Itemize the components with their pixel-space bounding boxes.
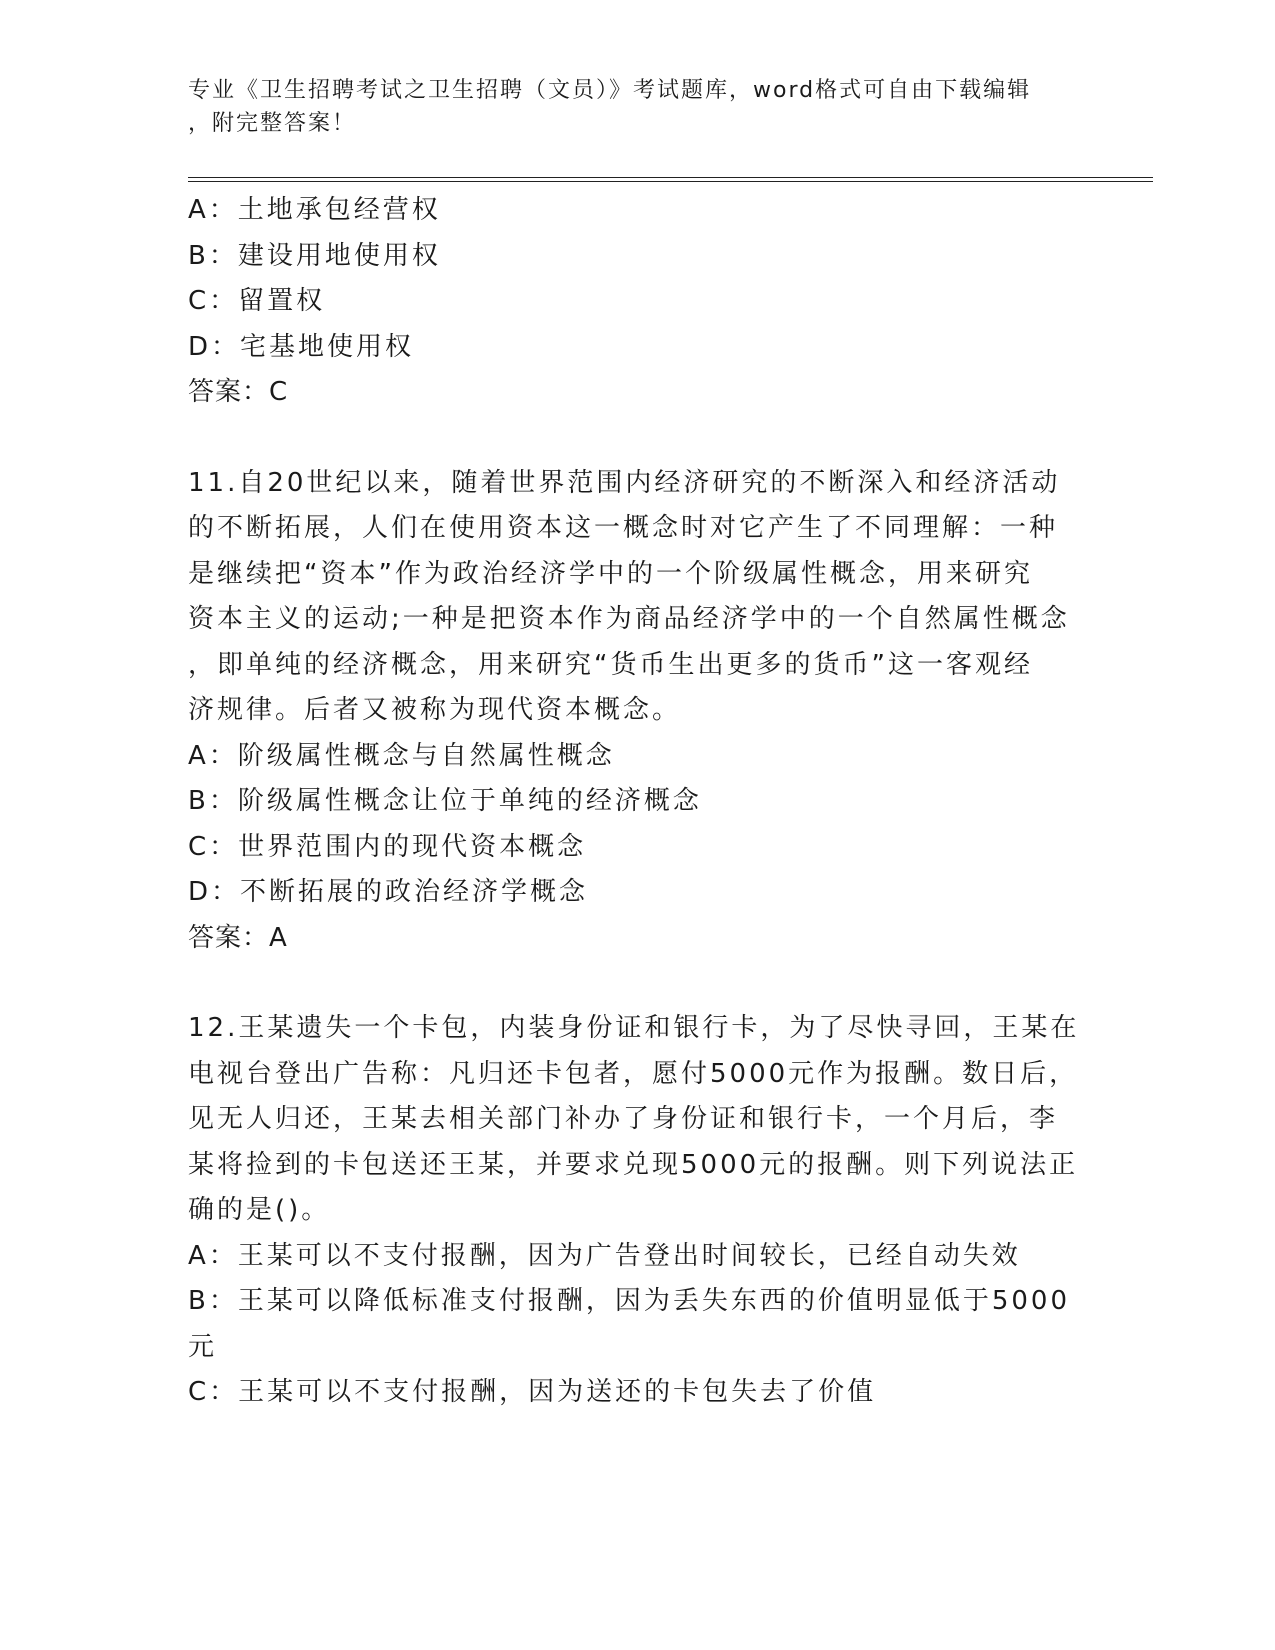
answer: 答案：A bbox=[188, 922, 288, 953]
question-text-line: ，即单纯的经济概念，用来研究“货币生出更多的货币”这一客观经 bbox=[188, 649, 1033, 680]
option-d: D：不断拓展的政治经济学概念 bbox=[188, 877, 589, 907]
spacer bbox=[188, 416, 1068, 461]
question-11 bbox=[188, 461, 1068, 962]
option-a: A：土地承包经营权 bbox=[188, 195, 441, 225]
question-10 bbox=[188, 188, 1068, 416]
question-text-line: 济规律。后者又被称为现代资本概念。 bbox=[188, 695, 682, 725]
option-b-continued: 元 bbox=[188, 1331, 218, 1362]
question-content bbox=[188, 188, 1080, 1416]
option-c: C：王某可以不支付报酬，因为送还的卡包失去了价值 bbox=[188, 1377, 877, 1407]
option-c: C：世界范围内的现代资本概念 bbox=[188, 831, 587, 862]
question-text-line: 某将捡到的卡包送还王某，并要求兑现5000元的报酬。则下列说法正 bbox=[188, 1149, 1079, 1180]
question-text-line: 见无人归还，王某去相关部门补办了身份证和银行卡，一个月后，李 bbox=[188, 1104, 1059, 1134]
document-header bbox=[188, 74, 1068, 140]
question-text-line: 是继续把“资本”作为政治经济学中的一个阶级属性概念，用来研究 bbox=[188, 558, 1033, 589]
question-text-line: 确的是()。 bbox=[188, 1195, 331, 1225]
question-text-line: 资本主义的运动;一种是把资本作为商品经济学中的一个自然属性概念 bbox=[188, 604, 1070, 634]
option-a: A：阶级属性概念与自然属性概念 bbox=[188, 740, 615, 771]
question-text-line: 11.自20世纪以来，随着世界范围内经济研究的不断深入和经济活动 bbox=[188, 467, 1061, 498]
option-b: B：建设用地使用权 bbox=[188, 240, 441, 271]
option-b: B：王某可以降低标准支付报酬，因为丢失东西的价值明显低于5000 bbox=[188, 1286, 1071, 1316]
question-text-line: 12.王某遗失一个卡包，内装身份证和银行卡，为了尽快寻回，王某在 bbox=[188, 1013, 1080, 1043]
option-c: C：留置权 bbox=[188, 286, 326, 316]
question-text-line: 电视台登出广告称：凡归还卡包者，愿付5000元作为报酬。数日后， bbox=[188, 1058, 1079, 1089]
option-d: D：宅基地使用权 bbox=[188, 331, 415, 362]
header-line-1: 专业《卫生招聘考试之卫生招聘（文员）》考试题库，word格式可自由下载编辑 bbox=[188, 78, 1032, 103]
header-rule-top bbox=[188, 177, 1153, 178]
spacer bbox=[188, 961, 1068, 1006]
question-text-line: 的不断拓展，人们在使用资本这一概念时对它产生了不同理解：一种 bbox=[188, 513, 1059, 543]
option-a: A：王某可以不支付报酬，因为广告登出时间较长，已经自动失效 bbox=[188, 1240, 1021, 1271]
header-rule-bottom bbox=[188, 181, 1153, 182]
answer: 答案：C bbox=[188, 377, 289, 407]
question-12 bbox=[188, 1006, 1080, 1416]
header-line-2: ，附完整答案！ bbox=[188, 111, 357, 136]
option-b: B：阶级属性概念让位于单纯的经济概念 bbox=[188, 786, 702, 816]
